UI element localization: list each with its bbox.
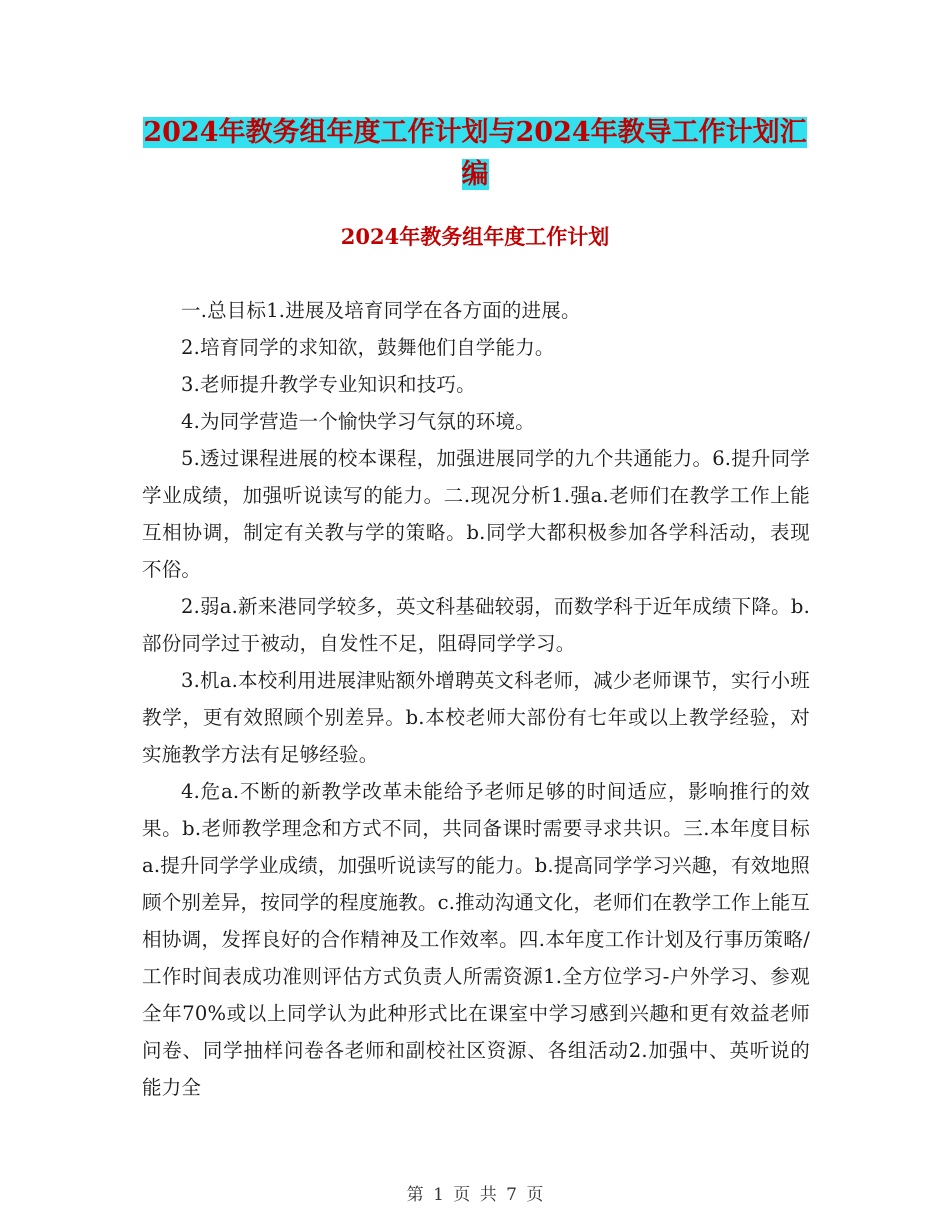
document-body	[142, 292, 810, 1106]
paragraph: 5.透过课程进展的校本课程，加强进展同学的九个共通能力。6.提升同学学业成绩，加强听说读写的能力。二.现况分析1.强a.老师们在教学工作上能互相协调，制定有关教与学的策略。b.同学大都积极参加各学科活动，表现不俗。	[142, 447, 811, 581]
paragraph: 2.弱a.新来港同学较多，英文科基础较弱，而数学科于近年成绩下降。b.部份同学过于被动，自发性不足，阻碍同学学习。	[142, 595, 810, 655]
document-title-line2: 编	[461, 159, 489, 190]
document-title-line1: 2024年教务组年度工作计划与2024年教导工作计划汇	[143, 117, 807, 148]
paragraph: 一.总目标1.进展及培育同学在各方面的进展。	[181, 299, 581, 322]
document-title	[140, 112, 810, 196]
section-heading: 2024年教务组年度工作计划	[340, 224, 610, 249]
paragraph: 3.机a.本校利用进展津贴额外增聘英文科老师，减少老师课节，实行小班教学，更有效照顾个别差异。b.本校老师大部份有七年或以上教学经验，对实施教学方法有足够经验。	[142, 669, 810, 766]
paragraph: 3.老师提升教学专业知识和技巧。	[181, 373, 476, 396]
paragraph: 4.危a.不断的新教学改革未能给予老师足够的时间适应，影响推行的效果。b.老师教学理念和方式不同，共同备课时需要寻求共识。三.本年度目标a.提升同学学业成绩，加强听说读写的能力。b.提高同学学习兴趣，有效地照顾个别差异，按同学的程度施教。c.推动沟通文化，老师们在教学工作上能互相协调，发挥良好的合作精神及工作效率。四.本年度工作计划及行事历策略/工作时间表成功准则评估方式负责人所需资源1.全方位学习-户外学习、参观全年70%或以上同学认为此种形式比在课室中学习感到兴趣和更有效益老师问卷、同学抽样问卷各老师和副校社区资源、各组活动2.加强中、英听说的能力全	[142, 780, 810, 1099]
paragraph: 2.培育同学的求知欲，鼓舞他们自学能力。	[181, 336, 555, 359]
paragraph: 4.为同学营造一个愉快学习气氛的环境。	[181, 410, 535, 433]
page-number-footer: 第 1 页 共 7 页	[406, 1185, 544, 1205]
